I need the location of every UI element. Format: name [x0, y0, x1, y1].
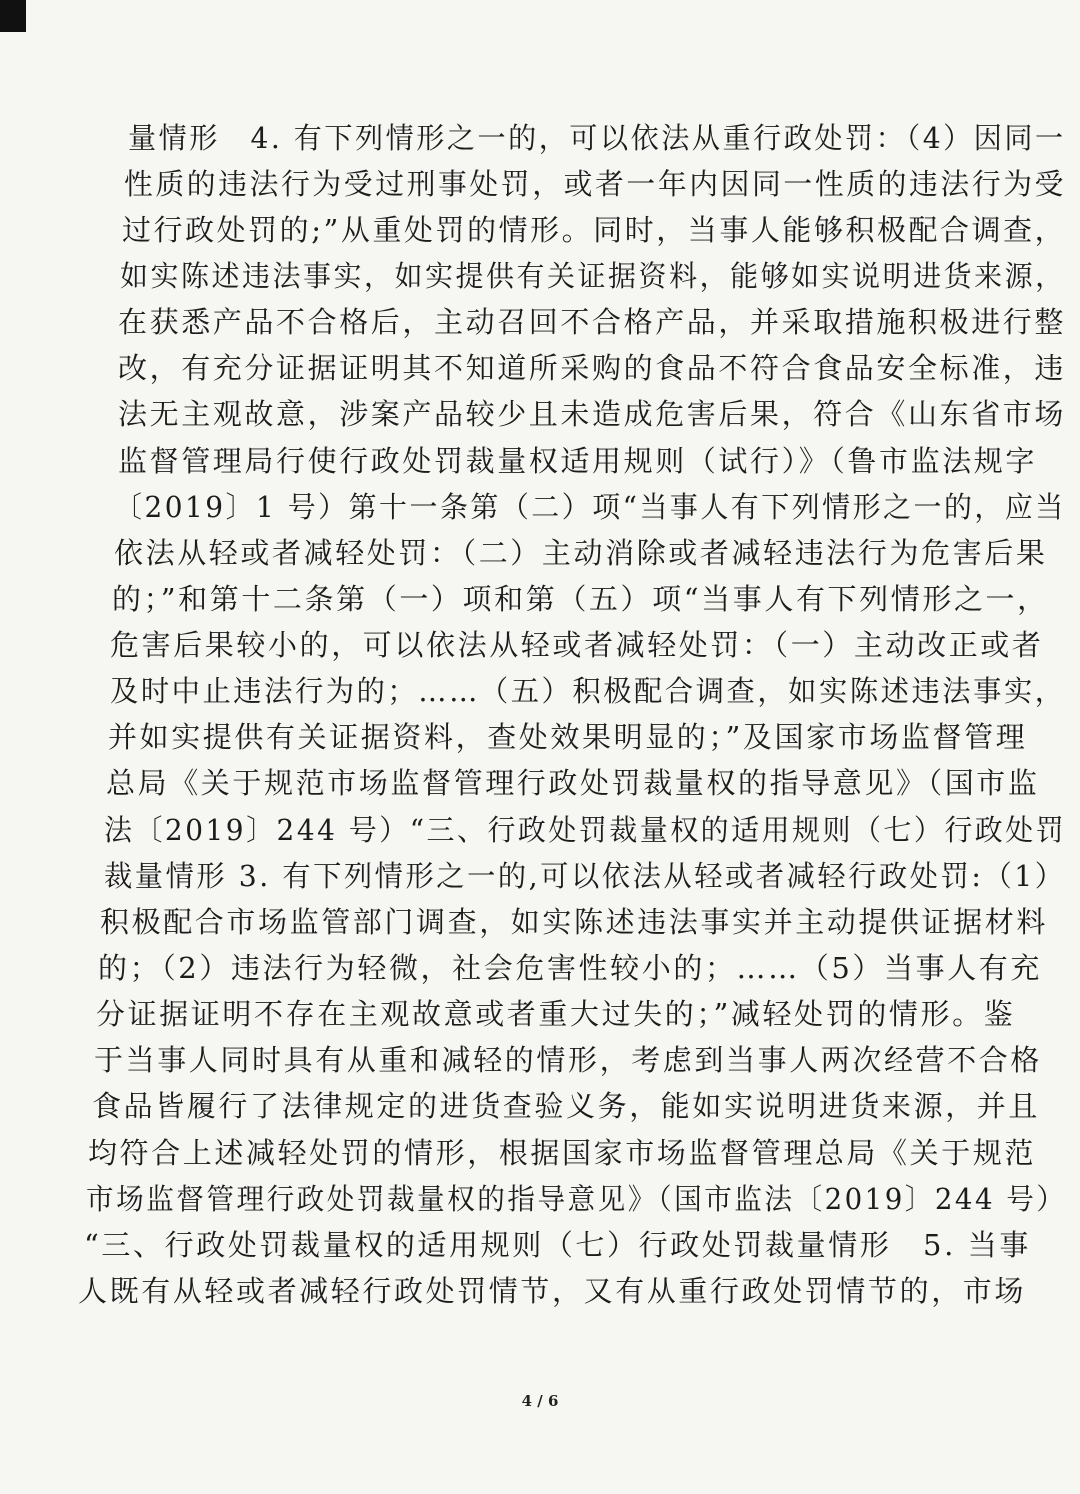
page-number: 4 / 6: [521, 1392, 559, 1410]
body-line-5: 在获悉产品不合格后，主动召回不合格产品，并采取措施积极进行整: [118, 305, 1067, 339]
body-line-4: 如实陈述违法事实，如实提供有关证据资料，能够如实说明进货来源，: [120, 259, 1066, 293]
body-line-12: 危害后果较小的，可以依法从轻或者减轻处罚：（一）主动改正或者: [110, 628, 1044, 662]
body-line-22: 食品皆履行了法律规定的进货查验义务，能如实说明进货来源，并且: [92, 1089, 1041, 1123]
body-line-3: 过行政处罚的;”从重处罚的情形。同时，当事人能够积极配合调查，: [122, 213, 1067, 247]
body-line-10: 依法从轻或者减轻处罚：（二）主动消除或者减轻违法行为危害后果: [114, 536, 1048, 570]
body-line-25: “三、行政处罚裁量权的适用规则（七）行政处罚裁量情形 5. 当事: [84, 1228, 1031, 1262]
body-line-6: 改，有充分证据证明其不知道所采购的食品不符合食品安全标准，违: [118, 351, 1067, 385]
body-line-26: 人既有从轻或者减轻行政处罚情节，又有从重行政处罚情节的，市场: [78, 1274, 1027, 1308]
body-line-20: 分证据证明不存在主观故意或者重大过失的；”减轻处罚的情形。鉴: [96, 997, 1016, 1031]
body-line-8: 监督管理局行使行政处罚裁量权适用规则（试行）》（鲁市监法规字: [118, 444, 1038, 478]
scan-corner-mark: [0, 0, 26, 32]
body-line-1: 量情形 4. 有下列情形之一的，可以依法从重行政处罚：（4）因同一: [128, 121, 1066, 155]
body-line-13: 及时中止违法行为的；……（五）积极配合调查，如实陈述违法事实，: [110, 674, 1066, 708]
body-line-19: 的；（2）违法行为轻微，社会危害性较小的；……（5）当事人有充: [98, 951, 1043, 985]
body-line-14: 并如实提供有关证据资料，查处效果明显的；”及国家市场监督管理: [108, 720, 1028, 754]
body-line-16: 法〔2019〕244 号）“三、行政处罚裁量权的适用规则（七）行政处罚: [104, 813, 1067, 847]
body-line-23: 均符合上述减轻处罚的情形，根据国家市场监督管理总局《关于规范: [88, 1136, 1037, 1170]
body-line-15: 总局《关于规范市场监督管理行政处罚裁量权的指导意见》（国市监: [106, 766, 1040, 800]
body-line-9: 〔2019〕1 号）第十一条第（二）项“当事人有下列情形之一的，应当: [114, 490, 1066, 524]
body-line-11: 的；”和第十二条第（一）项和第（五）项“当事人有下列情形之一，: [112, 582, 1049, 616]
body-line-7: 法无主观故意，涉案产品较少且未造成危害后果，符合《山东省市场: [118, 397, 1067, 431]
body-line-17: 裁量情形 3. 有下列情形之一的,可以依法从轻或者减轻行政处罚:（1）: [104, 859, 1066, 893]
body-line-21: 于当事人同时具有从重和减轻的情形，考虑到当事人两次经营不合格: [94, 1043, 1043, 1077]
body-line-18: 积极配合市场监管部门调查，如实陈述违法事实并主动提供证据材料: [100, 905, 1049, 939]
body-line-24: 市场监督管理行政处罚裁量权的指导意见》（国市监法〔2019〕244 号）: [86, 1182, 1067, 1216]
body-line-2: 性质的违法行为受过刑事处罚，或者一年内因同一性质的违法行为受: [124, 167, 1067, 201]
